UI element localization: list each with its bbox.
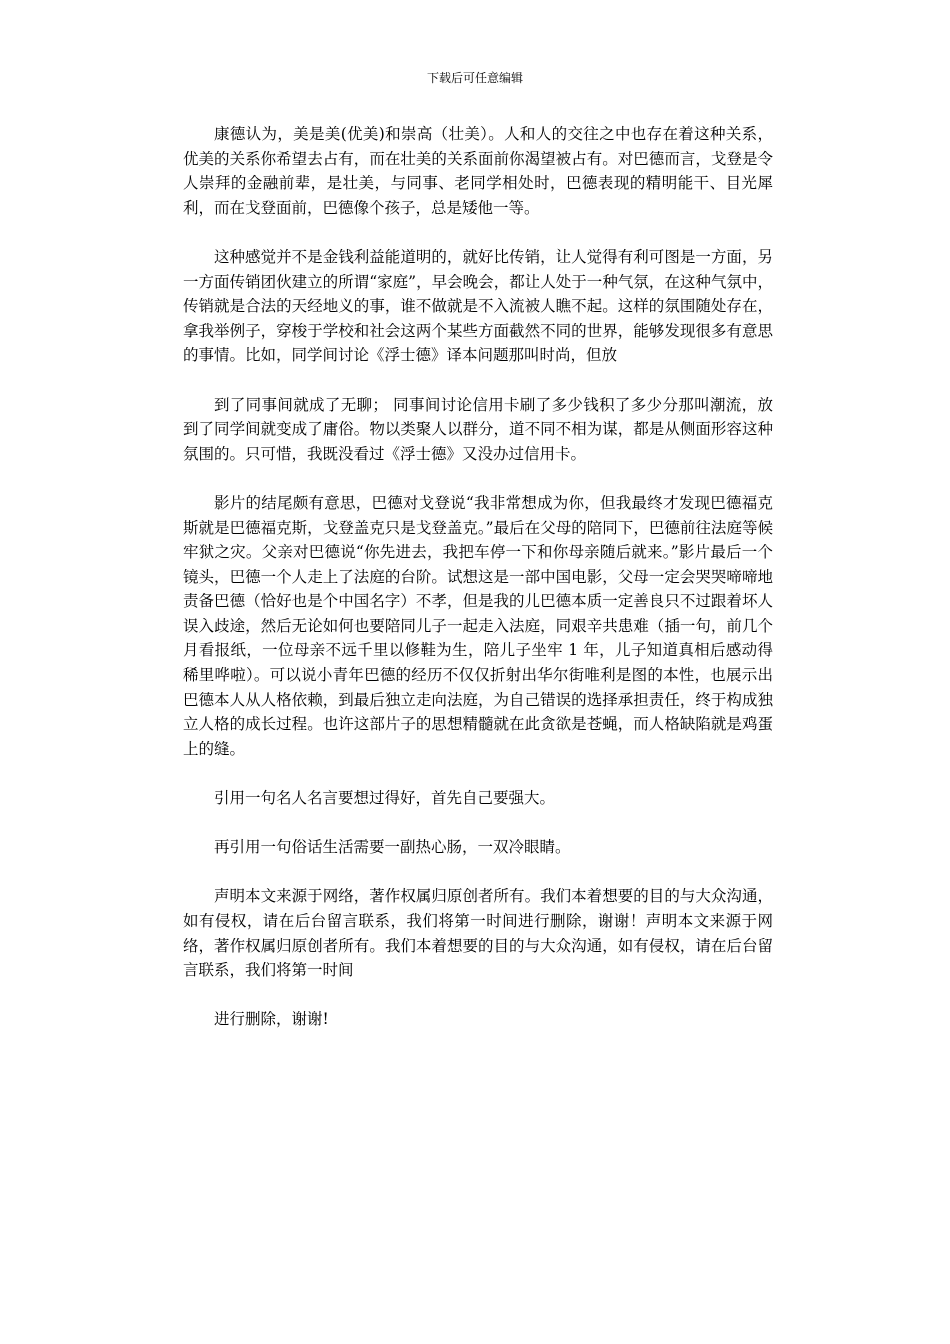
paragraph: 声明本文来源于网络，著作权属归原创者所有。我们本着想要的目的与大众沟通，如有侵权，请在后台留言联系，我们将第一时间进行删除，谢谢！声明本文来源于网络，著作权属归原创者所有。我们本着想要的目的与大众沟通，如有侵权，请在后台留言联系，我们将第一时间 bbox=[183, 887, 773, 980]
header-note: 下载后可任意编辑 bbox=[426, 71, 523, 85]
paragraph: 到了同事间就成了无聊； 同事间讨论信用卡刷了多少钱积了多少分那叫潮流，放到了同学间就变成了庸俗。物以类聚人以群分，道不同不相为谋，都是从侧面形容这种氛围的。只可惜，我既没看过《浮士德》又没办过信用卡。 bbox=[183, 395, 773, 463]
paragraph: 影片的结尾颇有意思，巴德对戈登说“我非常想成为你，但我最终才发现巴德福克斯就是巴德福克斯，戈登盖克只是戈登盖克。”最后在父母的陪同下，巴德前往法庭等候牢狱之灾。父亲对巴德说“你先进去，我把车停一下和你母亲随后就来。”影片最后一个镜头，巴德一个人走上了法庭的台阶。试想这是一部中国电影，父母一定会哭哭啼啼地责备巴德（恰好也是个中国名字）不孝，但是我的儿巴德本质一定善良只不过跟着坏人误入歧途，然后无论如何也要陪同儿子一起走入法庭，同艰辛共患难（插一句，前几个月看报纸，一位母亲不远千里以修鞋为生，陪儿子坐牢 1 年，儿子知道真相后感动得稀里哗啦）。可以说小青年巴德的经历不仅仅折射出华尔街唯利是图的本性，也展示出巴德本人从人格依赖，到最后独立走向法庭，为自己错误的选择承担责任，终于构成独立人格的成长过程。也许这部片子的思想精髓就在此贪欲是苍蝇，而人格缺陷就是鸡蛋上的缝。 bbox=[183, 493, 773, 758]
document-body bbox=[183, 122, 773, 1057]
paragraph: 进行删除，谢谢! bbox=[214, 1010, 329, 1029]
paragraph: 这种感觉并不是金钱利益能道明的，就好比传销，让人觉得有利可图是一方面，另一方面传销团伙建立的所谓“家庭”，早会晚会，都让人处于一种气氛，在这种气氛中，传销就是合法的天经地义的事，谁不做就是不入流被人瞧不起。这样的氛围随处存在，拿我举例子，穿梭于学校和社会这两个某些方面截然不同的世界，能够发现很多有意思的事情。比如，同学间讨论《浮士德》译本问题那叫时尚，但放 bbox=[183, 247, 773, 365]
paragraph: 再引用一句俗话生活需要一副热心肠，一双冷眼睛。 bbox=[214, 838, 571, 857]
paragraph: 康德认为，美是美(优美)和崇高（壮美）。人和人的交往之中也存在着这种关系，优美的关系你希望去占有，而在壮美的关系面前你渴望被占有。对巴德而言，戈登是令人崇拜的金融前辈，是壮美，与同事、老同学相处时，巴德表现的精明能干、目光犀利，而在戈登面前，巴德像个孩子，总是矮他一等。 bbox=[183, 125, 773, 217]
paragraph: 引用一句名人名言要想过得好，首先自己要强大。 bbox=[214, 789, 556, 808]
